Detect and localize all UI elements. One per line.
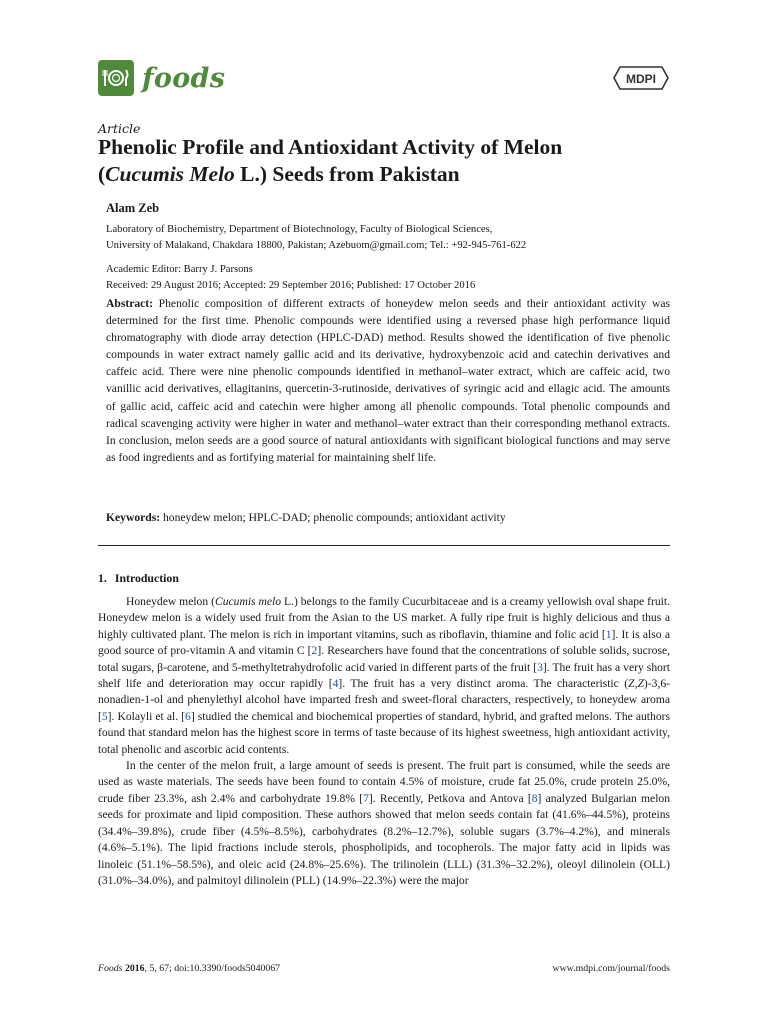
abstract-label: Abstract: <box>106 297 154 310</box>
citation-link[interactable]: 3 <box>537 660 543 674</box>
publication-dates: Received: 29 August 2016; Accepted: 29 September 2016; Published: 17 October 2016 <box>106 280 476 291</box>
introduction-body <box>98 594 670 889</box>
journal-logo[interactable] <box>98 60 225 96</box>
page-footer <box>98 963 670 974</box>
paper-title <box>98 134 678 188</box>
title-line-2: (Cucumis Melo L.) Seeds from Pakistan <box>98 162 460 186</box>
title-line-1: Phenolic Profile and Antioxidant Activity of Melon <box>98 135 563 159</box>
citation-link[interactable]: 7 <box>363 791 369 805</box>
plate-fork-knife-icon <box>98 60 134 96</box>
author-name: Alam Zeb <box>106 201 160 215</box>
academic-editor: Academic Editor: Barry J. Parsons <box>106 264 253 275</box>
keywords-text: honeydew melon; HPLC-DAD; phenolic compounds; antioxidant activity <box>160 511 506 524</box>
citation-link[interactable]: 5 <box>101 709 108 723</box>
journal-url[interactable]: www.mdpi.com/journal/foods <box>552 963 670 974</box>
citation-link[interactable]: 1 <box>605 627 612 641</box>
publisher-name: MDPI <box>626 72 656 86</box>
abstract <box>106 295 670 466</box>
section-heading-introduction: 1. Introduction <box>98 571 179 585</box>
affiliation: Laboratory of Biochemistry, Department of Biotechnology, Faculty of Biological Sciences, University of Malakand, Chakdara 18800, Pakistan; Azebuom@gmail.com; Tel.: +92-945-761-622 <box>106 224 527 251</box>
citation-link[interactable]: 6 <box>185 709 191 723</box>
journal-name: foods <box>142 62 226 94</box>
paragraph-1: Honeydew melon (Cucumis melo L.) belongs to the family Cucurbitaceae and is a creamy yellowish oval shape fruit. Honeydew melon is a widely used fruit from the Asian to the US market. A fully ripe fruit is highly delicious and thus a highly cultivated plant. The melon is rich in important vitamins, such as riboflavin, thiamine and folic acid [1]. It is also a good source of pro-vitamin A and vitamin C [2]. Researchers have found that the concentrations of soluble solids, sucrose, total sugars, β-carotene, and 5-methyltetrahydrofolic acid varied in different parts of the fruit [3]. The fruit has a very short shelf life and deterioration may occur rapidly [4]. The fruit has a very distinct aroma. The characteristic (Z,Z)-3,6-nonadien-1-ol and phenylethyl alcohol have imparted fresh and sweet-floral characters, respectively, to honeydew aroma [5]. Kolayli et al. [6] studied the chemical and biochemical properties of standard, hybrid, and grafted melons. The authors found that standard melon has the highest score in terms of taste because of its highest sweetness, high antioxidant activity, total phenolic and ascorbic acid contents. <box>98 595 671 756</box>
citation-info: Foods 2016, 5, 67; doi:10.3390/foods5040067 <box>98 963 281 974</box>
keywords <box>106 509 670 526</box>
divider <box>98 545 670 546</box>
citation-link[interactable]: 4 <box>332 677 339 691</box>
abstract-text: Phenolic composition of different extracts of honeydew melon seeds and their antioxidant activity was determined for the first time. Phenolic compounds were identified using a reversed phase high performance liquid chromatography with diode array detection (HPLC-DAD) method. Results showed the identification of five phenolic compounds in water extract namely gallic acid and its derivative, hydroxybenzoic acid and catechin derivatives and caffeic acid. There were nine phenolic compounds identified in methanol–water extract, which are caffeic acid, two vanillic acid derivatives, ellagitanins, quercetin-3-rutinoside, derivatives of syringic acid and ellagic acid. The amounts of gallic acid, caffeic acid and catechin were higher among all phenolic compounds. Total phenolic compounds and radical scavenging activity were higher in water and methanol–water extract than their corresponding methanol extracts. In conclusion, melon seeds are a good source of natural antioxidants with significant biological functions and may serve as food ingredients and as fortifying material for maintaining shelf life. <box>106 297 670 464</box>
citation-link[interactable]: 8 <box>531 791 538 805</box>
article-type: Article <box>98 121 141 136</box>
paragraph-2: In the center of the melon fruit, a large amount of seeds is present. The fruit part is consumed, while the seeds are used as waste materials. The seeds have been found to contain 4.5% of moisture, crude fat 25.0%, crude protein 25.0%, crude fiber 23.3%, ash 2.4% and carbohydrate 19.8% [7]. Recently, Petkova and Antova [8] analyzed Bulgarian melon seeds for proximate and lipid composition. These authors showed that melon seeds contain fat (41.6%–44.5%), proteins (34.4%–39.8%), crude fiber (4.5%–8.5%), carbohydrates (8.2%–12.7%), soluble sugars (3.7%–4.2%), and minerals (4.6%–5.1%). The lipid fractions include sterols, phospholipids, and tocopherols. The major fatty acid in lipids was linoleic (51.1%–58.5%), and oleic acid (24.8%–25.6%). The trilinolein (LLL) (31.3%–32.2%), oleoyl dilinolein (OLL) (31.0%–34.0%), and palmitoyl dilinolein (PLL) (14.9%–22.3%) were the major <box>98 759 671 887</box>
keywords-label: Keywords: <box>106 511 161 524</box>
citation-link[interactable]: 2 <box>311 644 318 658</box>
mdpi-logo[interactable] <box>612 64 670 96</box>
article-dates <box>106 262 666 294</box>
